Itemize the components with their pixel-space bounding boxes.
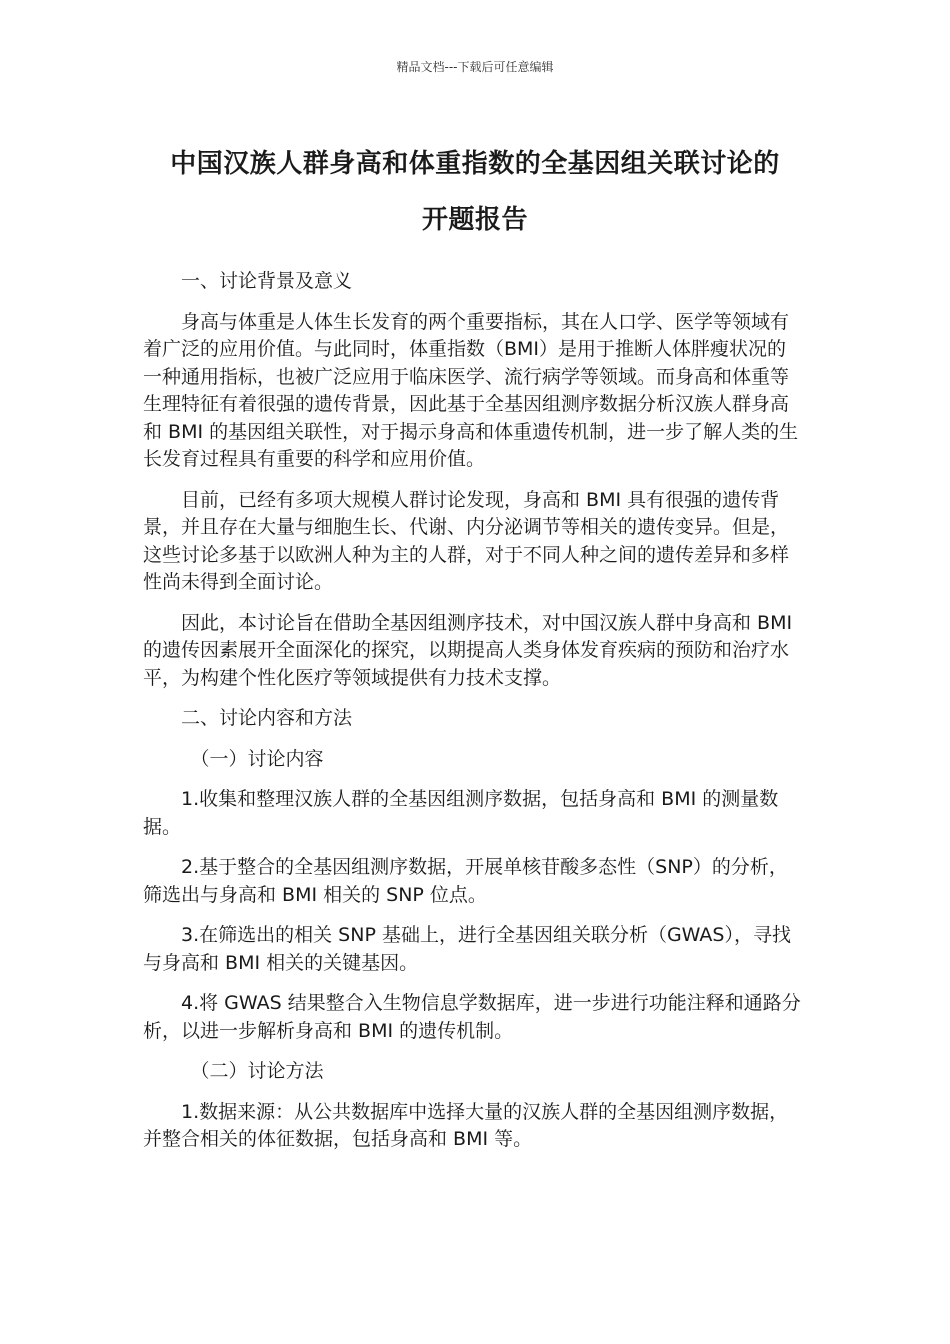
subsection-heading-content: （一）讨论内容 xyxy=(190,747,324,770)
page-header: 精品文档---下载后可任意编辑 xyxy=(396,60,554,74)
document-title xyxy=(120,136,830,248)
method-item-1: 1.数据来源：从公共数据库中选择大量的汉族人群的全基因组测序数据，并整合相关的体征数据，包括身高和 BMI 等。 xyxy=(143,1100,789,1150)
section-heading-content-methods: 二、讨论内容和方法 xyxy=(181,707,353,729)
title-line-1: 中国汉族人群身高和体重指数的全基因组关联讨论的 xyxy=(170,149,780,179)
content-item-1: 1.收集和整理汉族人群的全基因组测序数据，包括身高和 BMI 的测量数据。 xyxy=(143,788,779,838)
subsection-heading-methods: （二）讨论方法 xyxy=(190,1060,324,1082)
document-body xyxy=(143,268,803,1167)
title-line-2: 开题报告 xyxy=(421,205,528,235)
content-item-3: 3.在筛选出的相关 SNP 基础上，进行全基因组关联分析（GWAS），寻找与身高和 BMI 相关的关键基因。 xyxy=(143,924,791,974)
paragraph-background-3: 因此，本讨论旨在借助全基因组测序技术，对中国汉族人群中身高和 BMI 的遗传因素展开全面深化的探究，以期提高人类身体发育疾病的预防和治疗水平，为构建个性化医疗等领域提供有力技术支撑。 xyxy=(143,611,793,689)
section-heading-background: 一、讨论背景及意义 xyxy=(181,270,353,292)
content-item-2: 2.基于整合的全基因组测序数据，开展单核苷酸多态性（SNP）的分析，筛选出与身高和 BMI 相关的 SNP 位点。 xyxy=(143,856,788,906)
paragraph-background-2: 目前，已经有多项大规模人群讨论发现，身高和 BMI 具有很强的遗传背景，并且存在大量与细胞生长、代谢、内分泌调节等相关的遗传变异。但是，这些讨论多基于以欧洲人种为主的人群，对于不同人种之间的遗传差异和多样性尚未得到全面讨论。 xyxy=(143,488,790,593)
paragraph-background-1: 身高与体重是人体生长发育的两个重要指标，其在人口学、医学等领域有着广泛的应用价值。与此同时，体重指数（BMI）是用于推断人体胖瘦状况的一种通用指标，也被广泛应用于临床医学、流行病学等领域。而身高和体重等生理特征有着很强的遗传背景，因此基于全基因组测序数据分析汉族人群身高和 BMI 的基因组关联性，对于揭示身高和体重遗传机制，进一步了解人类的生长发育过程具有重要的科学和应用价值。 xyxy=(143,310,799,470)
content-item-4: 4.将 GWAS 结果整合入生物信息学数据库，进一步进行功能注释和通路分析，以进一步解析身高和 BMI 的遗传机制。 xyxy=(143,992,801,1042)
